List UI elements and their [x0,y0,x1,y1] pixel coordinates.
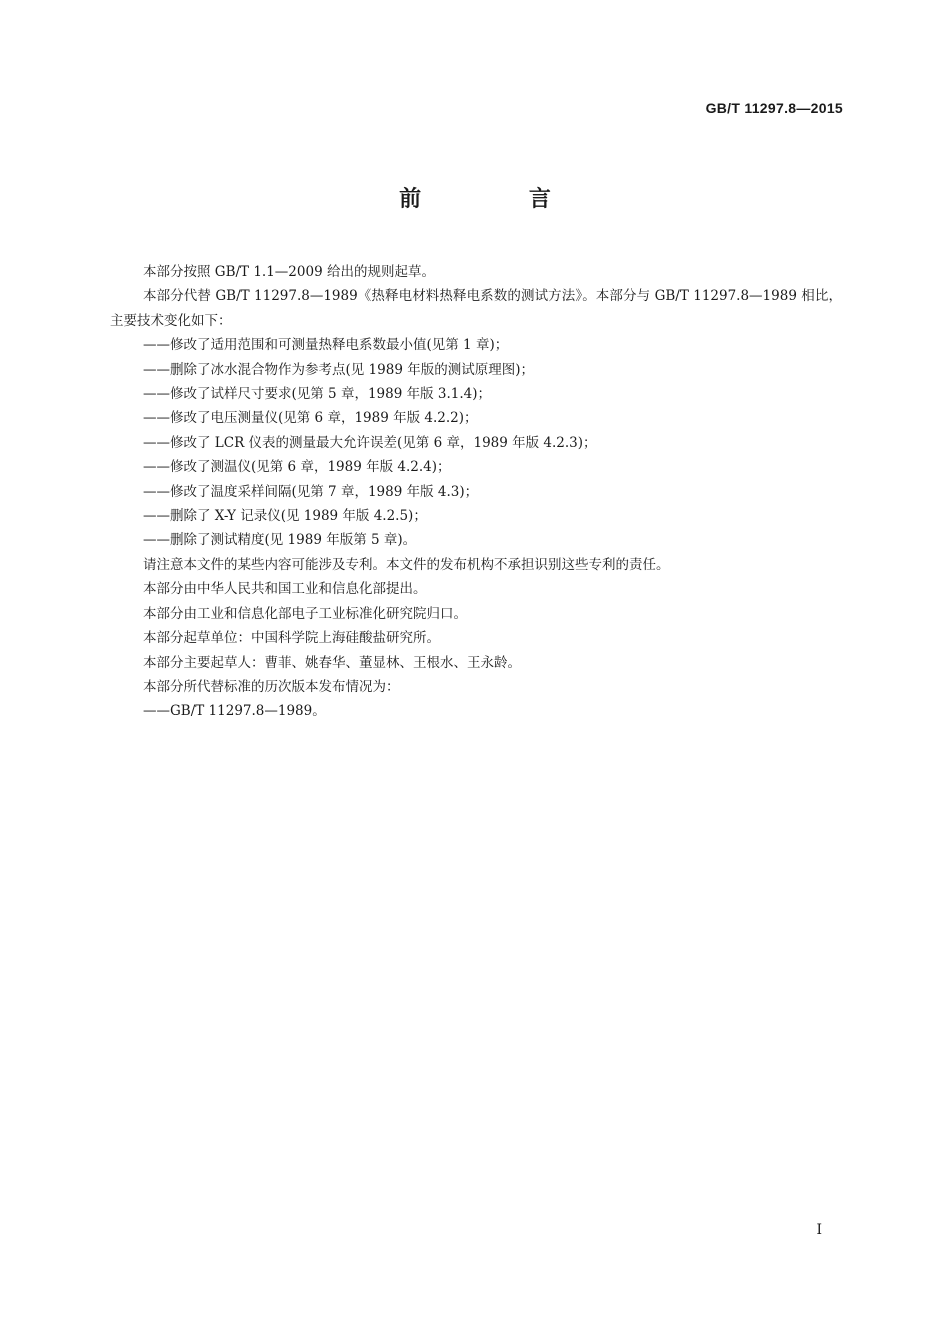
list-item: ——修改了测温仪(见第 6 章，1989 年版 4.2.4)； [143,459,451,476]
paragraph-drafting-unit: 本部分起草单位：中国科学院上海硅酸盐研究所。 [143,630,440,647]
paragraph-drafters: 本部分主要起草人：曹菲、姚春华、董显林、王根水、王永龄。 [143,654,521,671]
document-body [110,260,842,724]
list-item: ——删除了冰水混合物作为参考点(见 1989 年版的测试原理图)； [143,361,534,378]
paragraph-technical-committee: 本部分由工业和信息化部电子工业标准化研究院归口。 [143,605,467,622]
list-item: ——删除了测试精度(见 1989 年版第 5 章)。 [143,532,417,549]
paragraph-proposer: 本部分由中华人民共和国工业和信息化部提出。 [143,581,427,598]
paragraph-patent-notice: 请注意本文件的某些内容可能涉及专利。本文件的发布机构不承担识别这些专利的责任。 [143,556,670,573]
standard-code: GB/T 11297.8—2015 [705,100,843,116]
list-item: ——修改了 LCR 仪表的测量最大允许误差(见第 6 章，1989 年版 4.2.3)； [143,434,597,451]
list-item: ——修改了温度采样间隔(见第 7 章，1989 年版 4.3)； [143,483,479,500]
page-title: 前 言 [399,187,601,212]
list-item: ——修改了试样尺寸要求(见第 5 章，1989 年版 3.1.4)； [143,386,491,403]
list-item: ——修改了适用范围和可测量热释电系数最小值(见第 1 章)； [143,337,509,354]
list-item: ——修改了电压测量仪(见第 6 章，1989 年版 4.2.2)； [143,410,478,427]
paragraph-drafting-rules: 本部分按照 GB/T 1.1—2009 给出的规则起草。 [143,264,435,280]
page-number: I [816,1222,822,1238]
paragraph-replacement: 本部分代替 GB/T 11297.8—1989《热释电材料热释电系数的测试方法》。本部分与 GB/T 11297.8—1989 相比，主要技术变化如下： [110,288,842,329]
list-item: ——GB/T 11297.8—1989。 [143,703,326,720]
list-item: ——删除了 X-Y 记录仪(见 1989 年版 4.2.5)； [143,508,427,525]
paragraph-version-history: 本部分所代替标准的历次版本发布情况为： [143,678,400,695]
